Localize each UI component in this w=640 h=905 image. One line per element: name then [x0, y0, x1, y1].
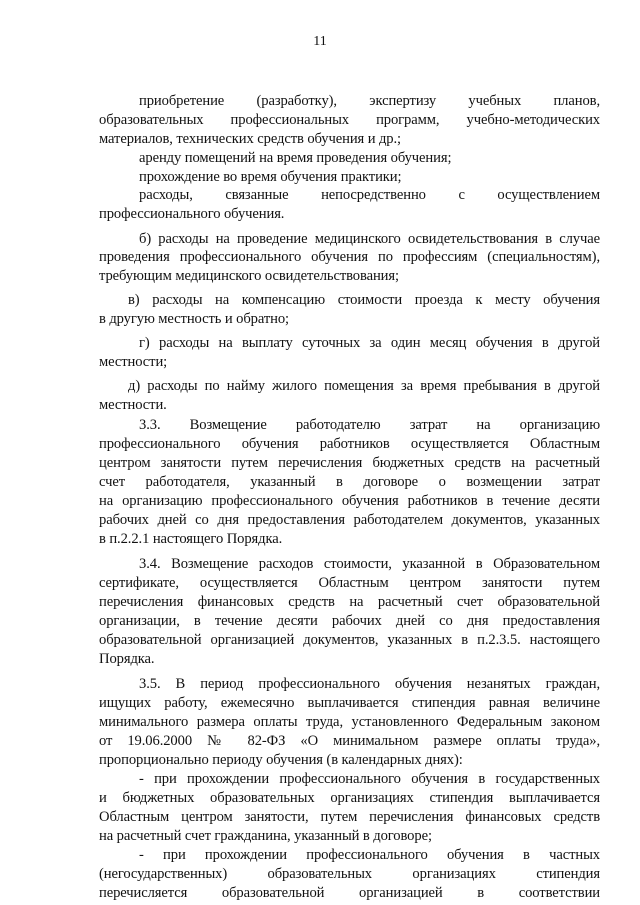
text-line: минимального размера оплаты труда, установленного Федеральным законом: [99, 714, 600, 730]
text-line: (негосударственных) образовательных организациях стипендия: [99, 866, 600, 882]
text-line: - при прохождении профессионального обучения в государственных: [139, 771, 600, 787]
text-line: материалов, технических средств обучения и др.;: [99, 131, 401, 147]
text-line: б) расходы на проведение медицинского освидетельствования в случае: [139, 231, 600, 247]
text-line: 3.3. Возмещение работодателю затрат на организацию: [139, 417, 600, 433]
text-line: аренду помещений на время проведения обучения;: [139, 150, 452, 166]
text-line: в другую местность и обратно;: [99, 311, 289, 327]
text-line: сертификате, осуществляется Областным центром занятости путем: [99, 575, 600, 591]
text-line: организации, в течение десяти рабочих дней со дня предоставления: [99, 613, 600, 629]
text-line: профессионального обучения работников осуществляется Областным: [99, 436, 600, 452]
text-line: рабочих дней со дня предоставления работодателем документов, указанных: [99, 512, 600, 528]
text-line: перечисляется образовательной организацией в соответствии: [99, 885, 600, 901]
text-line: проведения профессионального обучения по профессиям (специальностям),: [99, 249, 600, 265]
text-line: расходы, связанные непосредственно с осуществлением: [139, 187, 600, 203]
text-line: требующим медицинского освидетельствования;: [99, 268, 399, 284]
text-line: 3.4. Возмещение расходов стоимости, указанной в Образовательном: [139, 556, 600, 572]
text-line: 3.5. В период профессионального обучения незанятых граждан,: [139, 676, 600, 692]
page-number: 11: [313, 34, 327, 49]
text-line: местности;: [99, 354, 168, 370]
text-line: ищущих работу, ежемесячно выплачивается стипендия равная величине: [99, 695, 600, 711]
text-line: приобретение (разработку), экспертизу учебных планов,: [139, 93, 600, 109]
text-line: на расчетный счет гражданина, указанный в договоре;: [99, 828, 432, 844]
text-line: в) расходы на компенсацию стоимости проезда к месту обучения: [128, 292, 600, 308]
text-line: местности.: [99, 397, 167, 413]
text-line: на организацию профессионального обучения работников в течение десяти: [99, 493, 600, 509]
text-line: от 19.06.2000 № 82-ФЗ «О минимальном размере оплаты труда»,: [99, 733, 600, 749]
text-line: центром занятости путем перечисления бюджетных средств на расчетный: [99, 455, 600, 471]
text-line: Областным центром занятости, путем перечисления финансовых средств: [99, 809, 600, 825]
text-line: образовательных профессиональных программ, учебно-методических: [99, 112, 600, 128]
text-line: в п.2.2.1 настоящего Порядка.: [99, 531, 283, 547]
text-line: перечисления финансовых средств на расчетный счет образовательной: [99, 594, 600, 610]
text-line: счет работодателя, указанный в договоре о возмещении затрат: [99, 474, 600, 490]
text-line: профессионального обучения.: [99, 206, 285, 222]
text-line: и бюджетных образовательных организациях стипендия выплачивается: [99, 790, 600, 806]
text-line: д) расходы по найму жилого помещения за время пребывания в другой: [128, 378, 600, 394]
text-line: пропорционально периоду обучения (в календарных днях):: [99, 752, 463, 768]
text-line: Порядка.: [99, 651, 155, 667]
text-line: прохождение во время обучения практики;: [139, 169, 402, 185]
text-line: образовательной организацией документов, указанных в п.2.3.5. настоящего: [99, 632, 600, 648]
text-line: - при прохождении профессионального обучения в частных: [139, 847, 600, 863]
text-line: г) расходы на выплату суточных за один месяц обучения в другой: [139, 335, 600, 351]
